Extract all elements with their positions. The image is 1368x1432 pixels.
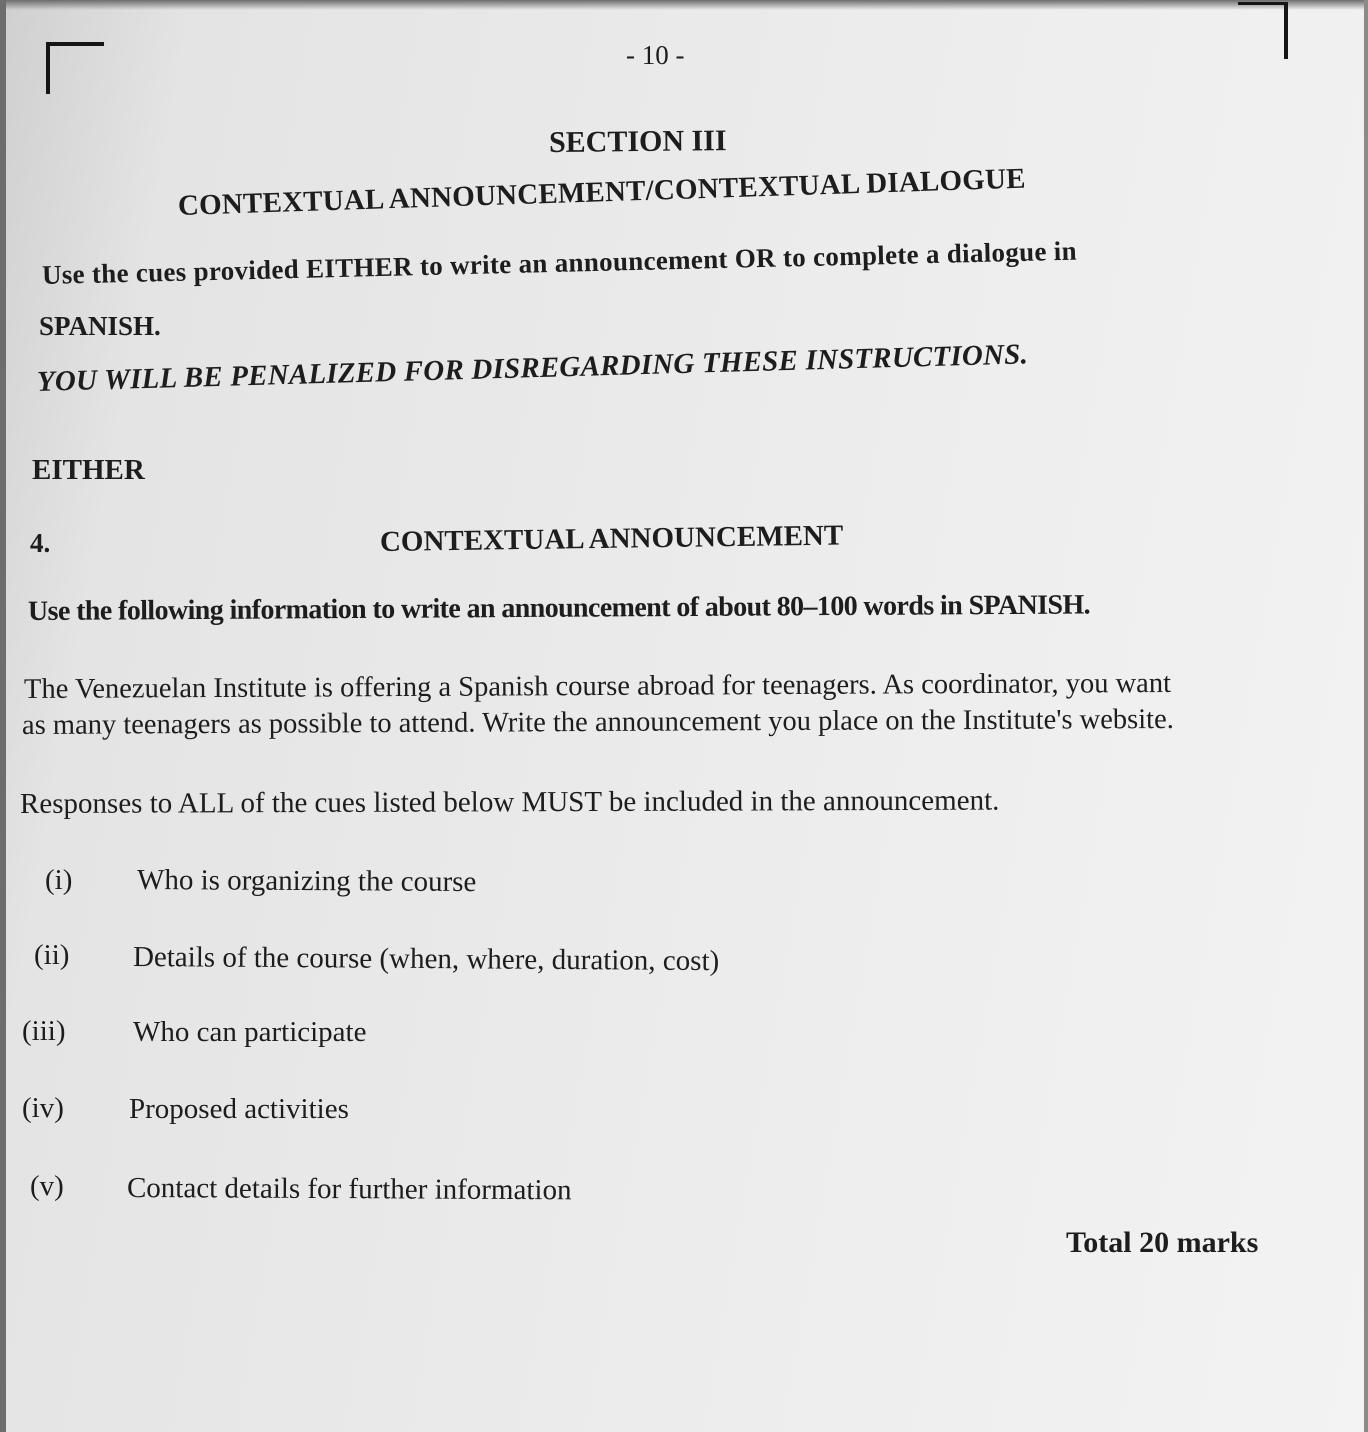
cue-number: (v) — [30, 1170, 64, 1202]
cue-text: Details of the course (when, where, duration, cost) — [132, 941, 720, 978]
cue-number: (iv) — [22, 1092, 64, 1124]
section-instruction-line2: SPANISH. — [39, 311, 161, 341]
cue-number: (i) — [45, 864, 73, 896]
penalty-warning: YOU WILL BE PENALIZED FOR DISREGARDING THESE INSTRUCTIONS. — [36, 338, 1029, 398]
cue-number: (iii) — [22, 1015, 66, 1047]
page-number: - 10 - — [626, 40, 685, 70]
question-instruction: Use the following information to write an announcement of about 80–100 words in SPANISH. — [27, 589, 1091, 627]
scan-shadow-left — [0, 0, 6, 1432]
cue-text: Who can participate — [133, 1016, 367, 1048]
scenario-line2: as many teenagers as possible to attend. Write the announcement you place on the Institute's website. — [21, 703, 1174, 741]
cue-text: Contact details for further information — [126, 1172, 572, 1207]
cue-text: Proposed activities — [129, 1093, 349, 1125]
section-heading: CONTEXTUAL ANNOUNCEMENT/CONTEXTUAL DIALOGUE — [177, 162, 1027, 222]
crop-mark-top-left-icon — [46, 42, 104, 94]
section-instruction-line1: Use the cues provided EITHER to write an announcement OR to complete a dialogue in — [41, 235, 1078, 290]
question-heading: CONTEXTUAL ANNOUNCEMENT — [379, 519, 844, 558]
crop-mark-top-right-icon — [1238, 2, 1288, 59]
total-marks: Total 20 marks — [1066, 1226, 1259, 1259]
either-label: EITHER — [32, 454, 145, 486]
question-number: 4. — [30, 528, 51, 558]
scan-shadow-top — [0, 0, 1368, 10]
section-title: SECTION III — [548, 124, 727, 159]
scan-shadow-right — [1364, 0, 1368, 1432]
cue-number: (ii) — [34, 939, 70, 971]
responses-note: Responses to ALL of the cues listed below MUST be included in the announcement. — [19, 784, 1000, 820]
cue-text: Who is organizing the course — [136, 864, 477, 899]
scenario-line1: The Venezuelan Institute is offering a Spanish course abroad for teenagers. As coordinator, you want — [23, 667, 1172, 705]
